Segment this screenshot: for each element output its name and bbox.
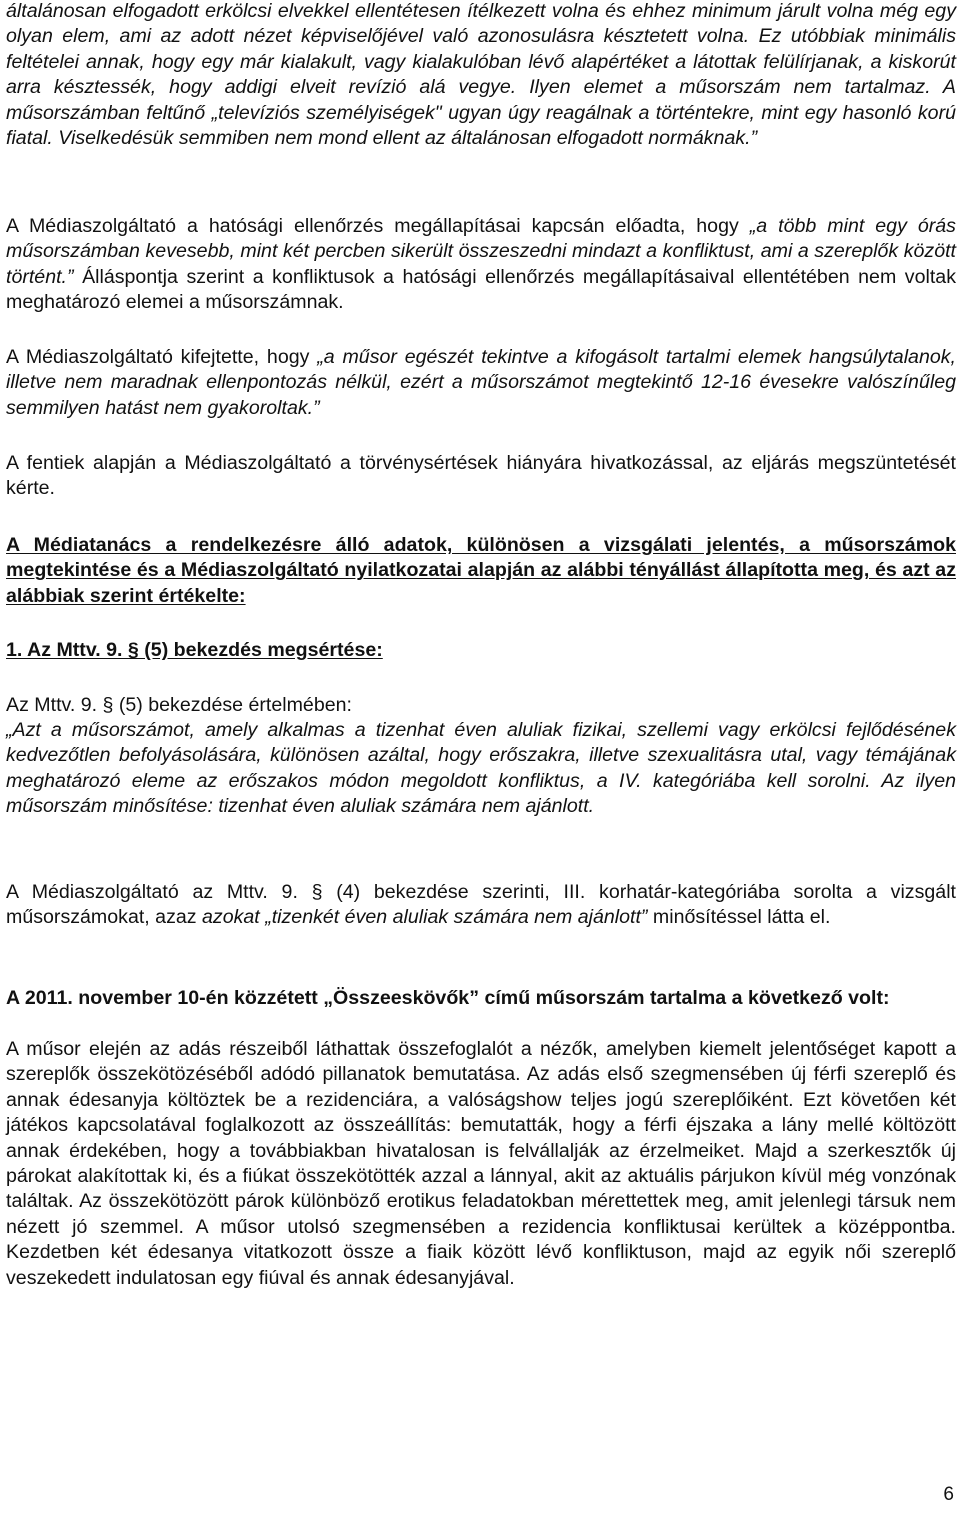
paragraph-law-citation-quote: „Azt a műsorszámot, amely alkalmas a tizenhat éven aluliak fizikai, szellemi vagy erkölcsi fejlődésének kedvezőtlen befolyásolására, különösen azáltal, hogy erőszakra, illetve szexualitásra utal, vagy témájának meghatározó eleme az erőszakos módon megoldott konfliktus, a IV. kategóriába kell sorolni. Az ilyen műsorszám minősítése: tizenhat éven aluliak számára nem ajánlott. — [6, 719, 956, 818]
paragraph-episode-heading: A 2011. november 10-én közzétett „Összeeskövők” című műsorszám tartalma a következő volt: — [6, 987, 890, 1009]
paragraph-provider-explanation: A Médiaszolgáltató kifejtette, hogy „a műsor egészét tekintve a kifogásolt tartalmi elemek hangsúlytalanok, illetve nem maradnak ellenpontozás nélkül, ezért a műsorszámot megtekintő 12-16 évesekre valószínűleg semmilyen hatást nem gyakoroltak.” — [6, 346, 956, 419]
paragraph-provider-rating: A Médiaszolgáltató az Mttv. 9. § (4) bekezdése szerinti, III. korhatár-kategóriába sorolta a vizsgált műsorszámokat, azaz azokat „tizenkét éven aluliak számára nem ajánlott” minősítéssel látta el. — [6, 881, 956, 929]
page-number: 6 — [943, 1484, 954, 1505]
paragraph-provider-request: A fentiek alapján a Médiaszolgáltató a törvénysértések hiányára hivatkozással, az eljárás megszüntetését kérte. — [6, 452, 956, 500]
paragraph-provider-statement: A Médiaszolgáltató a hatósági ellenőrzés megállapításai kapcsán előadta, hogy „a több mint egy órás műsorszámban kevesebb, mint két percben sikerült összeszedni mindazt a konfliktust, ami a szereplők között történt.” Álláspontja szerint a konfliktusok a hatósági ellenőrzés megállapításaival ellentétében nem voltak meghatározó elemei a műsorszámnak. — [6, 215, 956, 314]
paragraph-quote-continuation: általánosan elfogadott erkölcsi elvekkel ellentétesen ítélkezett volna és ehhez minimum járult volna még egy olyan elem, ami az adott nézet képviselőjével való azonosulásra késztetett volna. Ez utóbbiak minimális feltételei annak, hogy egy már kialakult, vagy kialakulóban lévő alapértéket a látottak felülírjanak, a kiskorút arra késztessék, hogy addigi elveit revízió alá vegye. Ilyen elemet a műsorszám nem tartalmaz. A műsorszámban feltűnő „televíziós személyiségek" ugyan úgy reagálnak a történtekre, mint egy hasonló korú fiatal. Viselkedésük semmiben nem mond ellent az általánosan elfogadott normáknak.” — [6, 0, 956, 150]
paragraph-episode-content: A műsor elején az adás részeiből láthattak összefoglalót a nézők, amelyben kiemelt jelentőséget kapott a szereplők összekötözéséből adódó pillanatok bemutatása. Az adás első szegmensében új férfi szereplő és annak édesanyja költöztek be a rezidenciára, a valóságshow teljes jogú szereplőiként. Ezt követően két játékos kapcsolatával foglalkozott az összeállítás: bemutatták, hogy a férfi éjszaka a lány mellé költözött annak érdekében, hogy a továbbiakban hivatalosan is felvállalják az érzelmeiket. Majd a szerkesztők új párokat alakítottak ki, és a fiúkat összekötötték azzal a lánnyal, akit az aktuális párjukon kívül még vonzónak találtak. Az összekötözött párok különböző erotikus feladatokban mérettettek meg, amit jelenlegi társuk nem nézett jó szemmel. A műsor utolsó szegmensében a rezidencia konfliktusai kerültek a középpontba. Kezdetben két édesanya vitatkozott össze a fiaik között lévő konfliktuson, majd az egyik női szereplő veszekedett indulatosan egy fiúval és annak édesanyjával. — [6, 1038, 956, 1289]
subsection-heading-violation: 1. Az Mttv. 9. § (5) bekezdés megsértése: — [6, 639, 383, 661]
paragraph-law-citation-intro: Az Mttv. 9. § (5) bekezdése értelmében: — [6, 694, 352, 716]
section-heading-findings: A Médiatanács a rendelkezésre álló adatok, különösen a vizsgálati jelentés, a műsorszámok megtekintése és a Médiaszolgáltató nyilatkozatai alapján az alábbi tényállást állapította meg, és azt az alábbiak szerint értékelte: — [6, 534, 956, 607]
